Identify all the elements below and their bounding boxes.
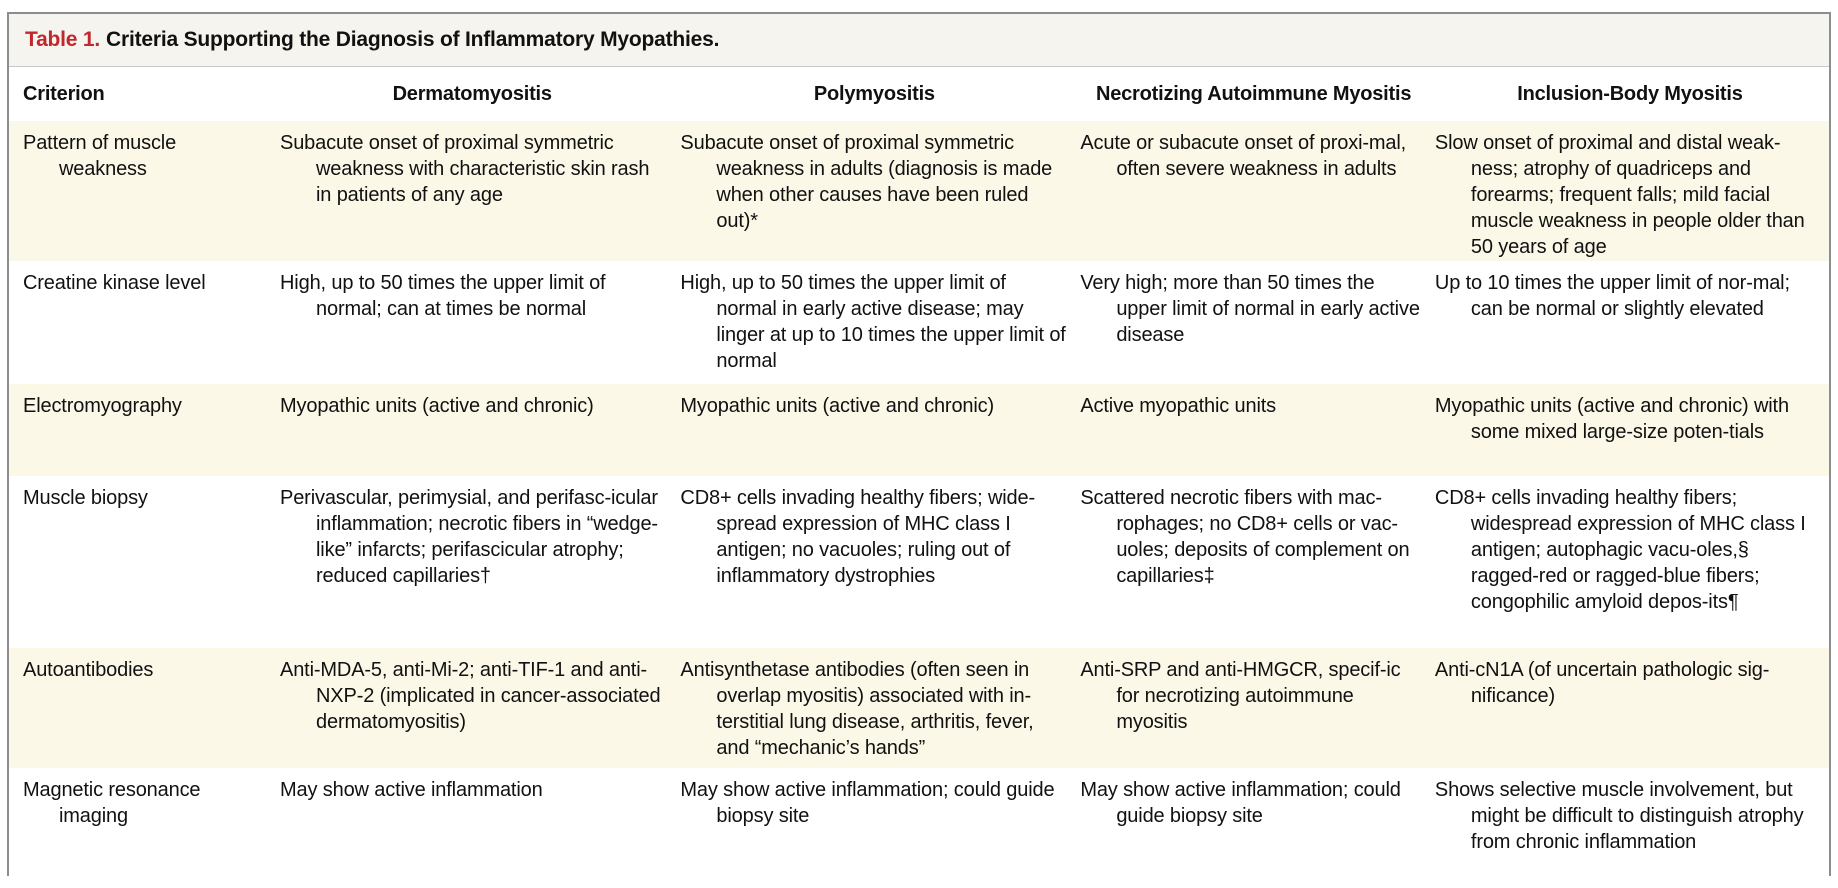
table-row: [9, 121, 1829, 261]
table-row: [9, 648, 1829, 768]
cell-polymyositis: [672, 768, 1076, 880]
cell-text: Myopathic units (active and chronic): [680, 395, 995, 417]
header-row: [9, 67, 1829, 121]
cell-text: Myopathic units (active and chronic) with some mixed large-size poten-tials: [1434, 395, 1789, 443]
cell-text: CD8+ cells invading healthy fibers; wide-spread expression of MHC class I antigen; no vacuoles; ruling out of inflammatory dystrophies: [680, 487, 1035, 587]
cell-text: Autoantibodies: [23, 659, 154, 681]
cell-dermatomyositis: [272, 476, 672, 648]
cell-necrotizing: [1076, 384, 1431, 476]
table-frame: [7, 12, 1831, 876]
cell-necrotizing: [1076, 648, 1431, 768]
cell-text: Slow onset of proximal and distal weak-ness; atrophy of quadriceps and forearms; frequent falls; mild facial muscle weakness in people older than 50 years of age: [1434, 132, 1805, 258]
table-label: Table 1.: [25, 28, 101, 51]
cell-text: Muscle biopsy: [23, 487, 148, 509]
table-title-bar: [9, 14, 1829, 67]
cell-necrotizing: [1076, 121, 1431, 261]
cell-criterion: [9, 121, 272, 261]
cell-inclusion-body: [1431, 476, 1829, 648]
cell-text: High, up to 50 times the upper limit of normal in early active disease; may linger at up to 10 times the upper limit of normal: [680, 272, 1066, 372]
cell-text: May show active inflammation; could guide biopsy site: [680, 779, 1055, 827]
cell-text: Anti-SRP and anti-HMGCR, specif-ic for necrotizing autoimmune myositis: [1080, 659, 1401, 733]
cell-criterion: [9, 768, 272, 880]
cell-text: High, up to 50 times the upper limit of normal; can at times be normal: [280, 272, 606, 320]
cell-dermatomyositis: [272, 261, 672, 384]
cell-text: May show active inflammation; could guide biopsy site: [1080, 779, 1401, 827]
cell-text: Electromyography: [23, 395, 182, 417]
cell-inclusion-body: [1431, 648, 1829, 768]
cell-text: Shows selective muscle involvement, but might be difficult to distinguish atrophy from chronic inflammation: [1434, 779, 1804, 853]
cell-dermatomyositis: [272, 648, 672, 768]
cell-text: Magnetic resonance imaging: [23, 779, 201, 827]
cell-text: Creatine kinase level: [23, 272, 206, 294]
cell-text: Anti-MDA-5, anti-Mi-2; anti-TIF-1 and anti-NXP-2 (implicated in cancer-associated dermatomyositis): [280, 659, 661, 733]
cell-text: May show active inflammation: [280, 779, 543, 801]
cell-inclusion-body: [1431, 121, 1829, 261]
header-inclusion-body: Inclusion-Body Myositis: [1517, 82, 1743, 105]
cell-criterion: [9, 384, 272, 476]
cell-criterion: [9, 476, 272, 648]
cell-text: Subacute onset of proximal symmetric weakness in adults (diagnosis is made when other causes have been ruled out)*: [680, 132, 1053, 232]
cell-text: Very high; more than 50 times the upper limit of normal in early active disease: [1080, 272, 1420, 346]
cell-necrotizing: [1076, 476, 1431, 648]
cell-dermatomyositis: [272, 121, 672, 261]
cell-polymyositis: [672, 476, 1076, 648]
cell-dermatomyositis: [272, 384, 672, 476]
header-necrotizing: Necrotizing Autoimmune Myositis: [1095, 82, 1412, 105]
cell-polymyositis: [672, 384, 1076, 476]
cell-text: CD8+ cells invading healthy fibers; widespread expression of MHC class I antigen; autophagic vacu-oles,§ ragged-red or ragged-blue fibers; congophilic amyloid depos-its¶: [1434, 487, 1806, 613]
header-polymyositis: Polymyositis: [813, 82, 935, 105]
table-row: [9, 768, 1829, 880]
cell-inclusion-body: [1431, 768, 1829, 880]
cell-inclusion-body: [1431, 384, 1829, 476]
header-criterion: Criterion: [23, 82, 105, 105]
cell-necrotizing: [1076, 261, 1431, 384]
cell-text: Acute or subacute onset of proxi-mal, often severe weakness in adults: [1080, 132, 1407, 180]
table-row: [9, 261, 1829, 384]
criteria-table: [9, 67, 1829, 880]
cell-text: Pattern of muscle weakness: [23, 132, 177, 180]
cell-inclusion-body: [1431, 261, 1829, 384]
cell-text: Scattered necrotic fibers with mac-rophages; no CD8+ cells or vac-uoles; deposits of complement on capillaries‡: [1080, 487, 1410, 587]
cell-text: Anti-cN1A (of uncertain pathologic sig-nificance): [1434, 659, 1770, 707]
cell-polymyositis: [672, 648, 1076, 768]
cell-text: Subacute onset of proximal symmetric weakness with characteristic skin rash in patients of any age: [280, 132, 650, 206]
table-row: [9, 384, 1829, 476]
table-title: Criteria Supporting the Diagnosis of Inflammatory Myopathies.: [106, 28, 720, 51]
cell-dermatomyositis: [272, 768, 672, 880]
cell-polymyositis: [672, 121, 1076, 261]
cell-criterion: [9, 648, 272, 768]
cell-text: Antisynthetase antibodies (often seen in overlap myositis) associated with in-terstitial lung disease, arthritis, fever, and “mechanic’s hands”: [680, 659, 1034, 759]
cell-polymyositis: [672, 261, 1076, 384]
header-dermatomyositis: Dermatomyositis: [392, 82, 552, 105]
cell-text: Up to 10 times the upper limit of nor-mal; can be normal or slightly elevated: [1434, 272, 1790, 320]
cell-criterion: [9, 261, 272, 384]
cell-text: Active myopathic units: [1080, 395, 1277, 417]
table-row: [9, 476, 1829, 648]
cell-necrotizing: [1076, 768, 1431, 880]
cell-text: Myopathic units (active and chronic): [280, 395, 594, 417]
cell-text: Perivascular, perimysial, and perifasc-icular inflammation; necrotic fibers in “wedge-like” infarcts; perifascicular atrophy; reduced capillaries†: [280, 487, 658, 587]
